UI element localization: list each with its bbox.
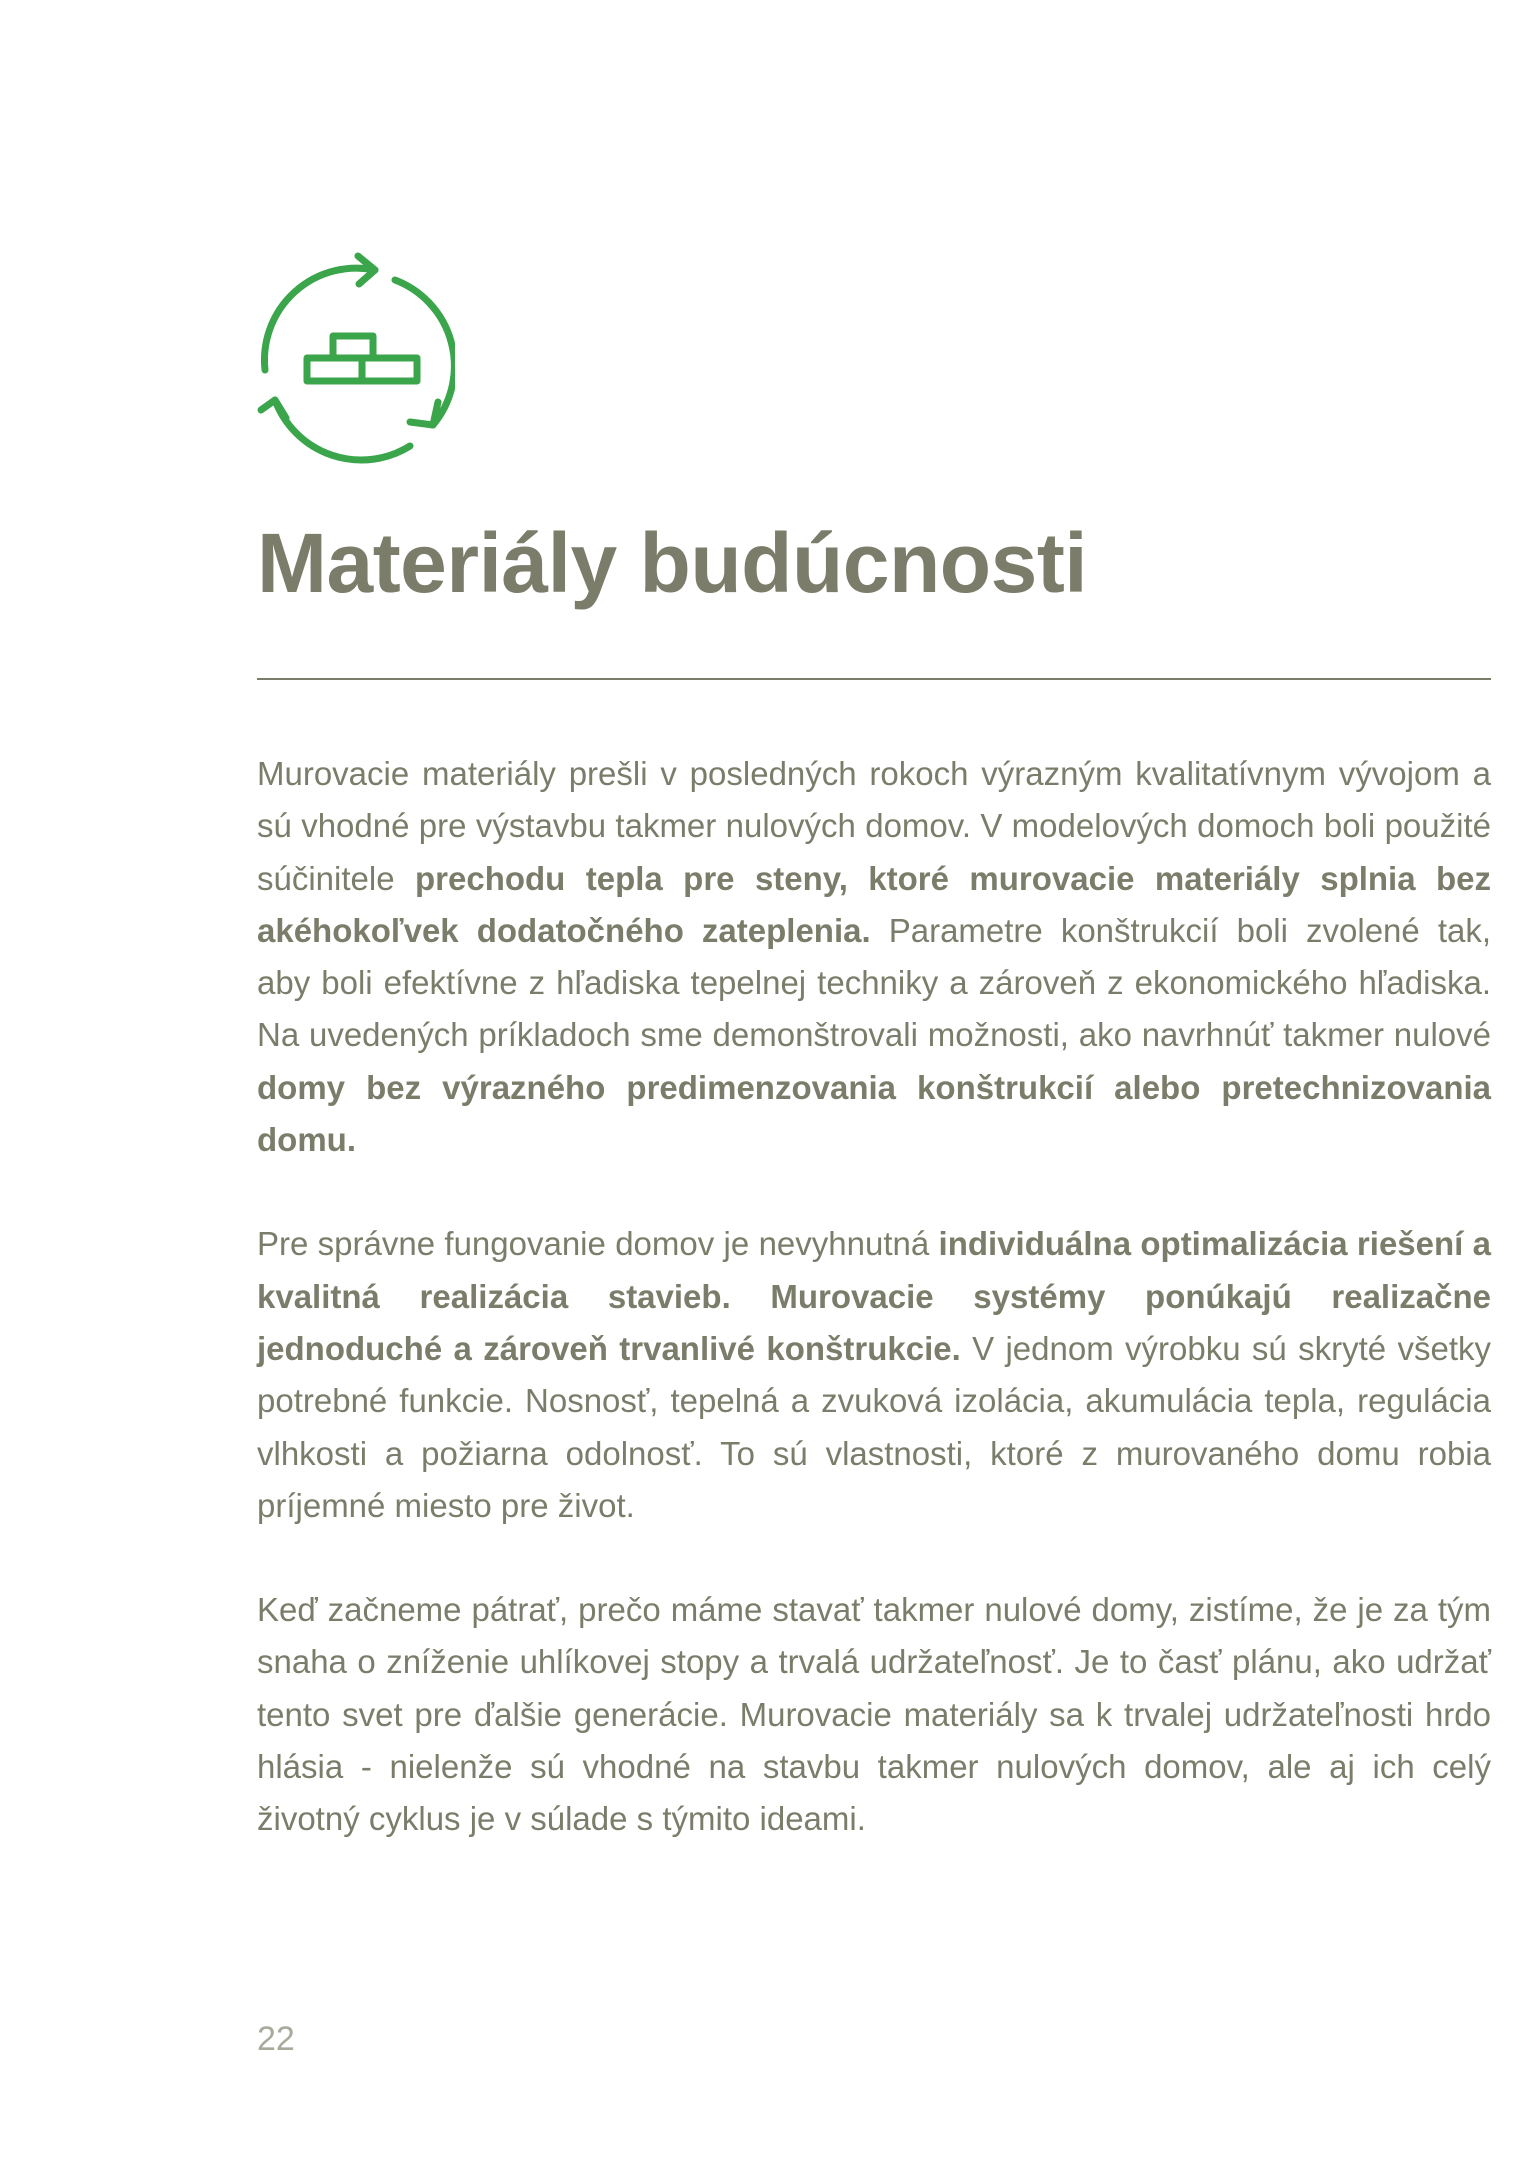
paragraph-3-text-1: Keď začneme pátrať, prečo máme stavať takmer nulové domy, zistíme, že je za tým snaha o zníženie uhlíkovej stopy a trvalá udržateľnosť. Je to časť plánu, ako udržať tento svet pre ďalšie generácie. Murovacie materiály sa k trvalej udržateľnosti hrdo hlásia - nielenže sú vhodné na stavbu takmer nulových domov, ale aj ich celý životný cyklus je v súlade s týmito ideami. — [257, 1591, 1491, 1838]
paragraph-2 — [257, 1218, 1491, 1532]
page-number: 22 — [257, 2020, 295, 2058]
paragraph-1-text-2: Parametre konštrukcií boli zvolené tak, aby boli efektívne z hľadiska tepelnej techniky a zároveň z ekonomického hľadiska. Na uvedených príkladoch sme demonštrovali možnosti, ako navrhnúť takmer nulové — [257, 911, 1492, 1054]
paragraph-2-bold-1: individuálna optimalizácia riešení a kvalitná realizácia stavieb. Murovacie systémy ponúkajú realizačne jednoduché a zároveň trvanlivé konštrukcie. — [257, 1225, 1491, 1367]
paragraph-2-text-2: V jednom výrobku sú skryté všetky potrebné funkcie. Nosnosť, tepelná a zvuková izolácia, akumulácia tepla, regulácia vlhkosti a požiarna odolnosť. To sú vlastnosti, ktoré z murovaného domu robia príjemné miesto pre život. — [257, 1329, 1491, 1524]
paragraph-1-text-1: Murovacie materiály prešli v posledných rokoch výrazným kvalitatívnym vývojom a sú vhodné pre výstavbu takmer nulových domov. V modelových domoch boli použité súčinitele — [257, 755, 1491, 897]
paragraph-2-text-1: Pre správne fungovanie domov je nevyhnutná — [257, 1225, 939, 1263]
paragraph-3 — [257, 1584, 1491, 1845]
paragraph-1-bold-1: prechodu tepla pre steny, ktoré murovacie materiály splnia bez akéhokoľvek dodatočného zateplenia. — [257, 859, 1491, 949]
paragraph-1 — [257, 748, 1491, 1166]
paragraph-1-bold-2: domy bez výrazného predimenzovania konštrukcií alebo pretechnizovania domu. — [257, 1068, 1491, 1159]
page-title: Materiály budúcnosti — [257, 516, 1088, 610]
body-text — [257, 748, 1491, 1898]
title-divider — [257, 678, 1491, 680]
recycle-bricks-icon — [255, 250, 455, 465]
